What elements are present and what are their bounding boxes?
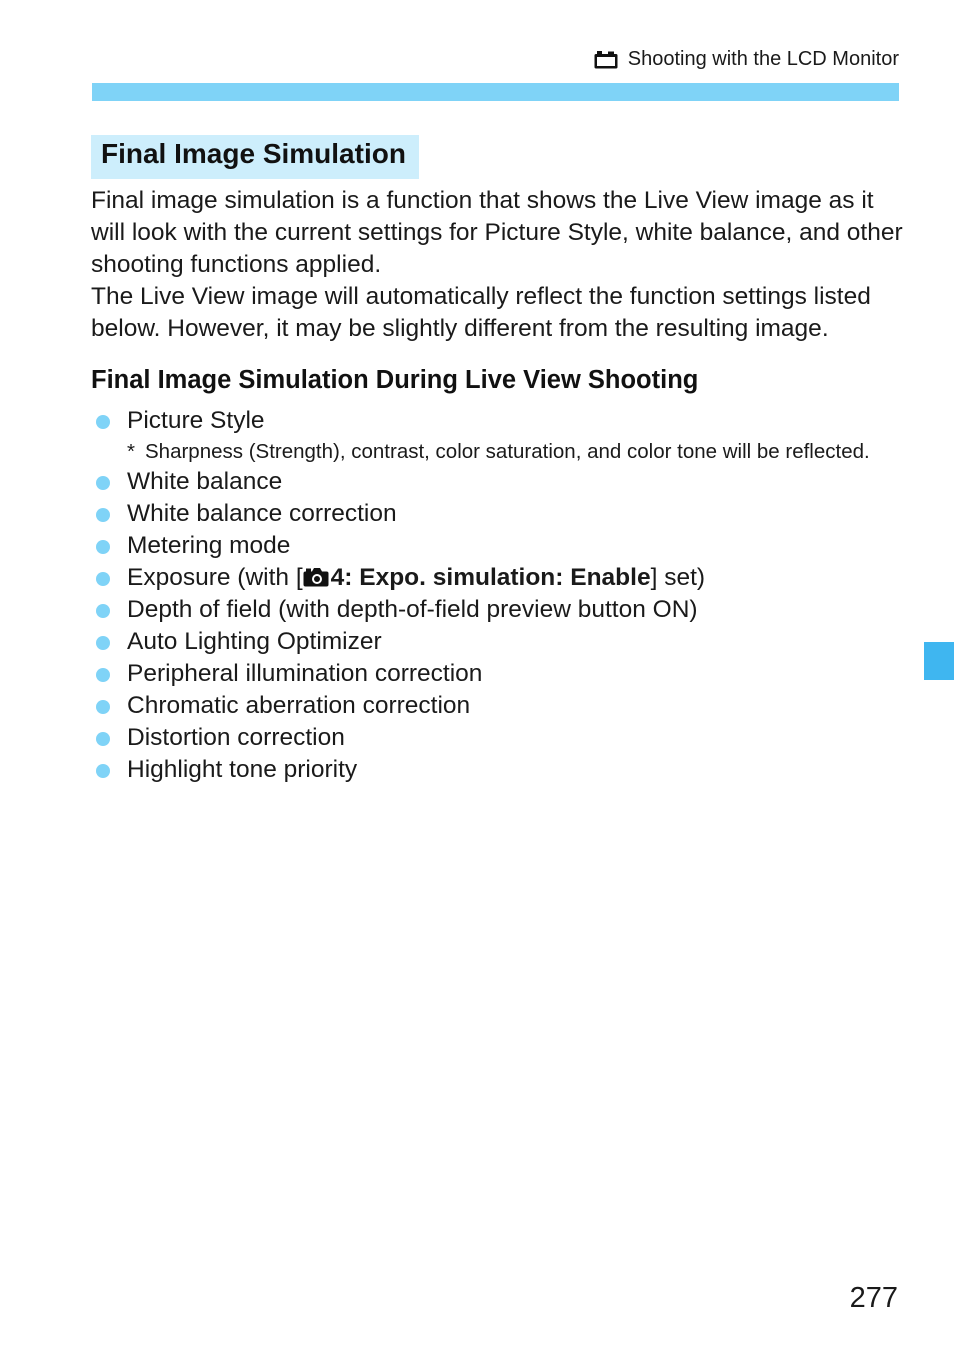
list-item	[91, 498, 911, 530]
bullet-icon	[96, 668, 110, 682]
bullet-icon	[96, 700, 110, 714]
intro-paragraph: Final image simulation is a function that shows the Live View image as it will look with the current settings for Picture Style, white balance, and other shooting functions applied.	[91, 187, 903, 278]
bullet-icon	[96, 415, 110, 429]
bullet-icon	[96, 508, 110, 522]
intro-text	[91, 185, 906, 345]
list-item-label: Peripheral illumination correction	[127, 660, 483, 687]
bullet-icon	[96, 572, 110, 586]
footnote-text: Sharpness (Strength), contrast, color saturation, and color tone will be reflected.	[145, 440, 870, 463]
list-item-label: Depth of field (with depth-of-field preview button ON)	[127, 596, 698, 623]
header-title: Shooting with the LCD Monitor	[627, 48, 899, 70]
list-item-label: White balance	[127, 468, 283, 495]
menu-setting: 4: Expo. simulation: Enable	[330, 564, 651, 591]
accent-bar	[92, 83, 899, 101]
bullet-icon	[96, 604, 110, 618]
subsection-title: Final Image Simulation During Live View Shooting	[91, 366, 699, 394]
list-item	[91, 722, 911, 754]
list-item	[91, 405, 911, 437]
exposure-prefix: Exposure (with [	[127, 564, 303, 591]
footnote-marker: *	[127, 440, 135, 463]
bullet-icon	[96, 636, 110, 650]
list-item-label: White balance correction	[127, 500, 397, 527]
bullet-icon	[96, 540, 110, 554]
list-item-label: Auto Lighting Optimizer	[127, 628, 382, 655]
list-item-label: Distortion correction	[127, 724, 345, 751]
list-item	[91, 626, 911, 658]
running-header	[594, 48, 899, 71]
bullet-icon	[96, 764, 110, 778]
list-item	[91, 690, 911, 722]
list-item	[91, 594, 911, 626]
camera-icon	[303, 567, 329, 587]
list-item-exposure	[91, 562, 911, 594]
list-item	[91, 530, 911, 562]
bullet-icon	[96, 476, 110, 490]
page-number: 277	[849, 1282, 898, 1314]
footnote	[91, 437, 911, 466]
list-item-label: Metering mode	[127, 532, 291, 559]
list-item-label: Highlight tone priority	[127, 756, 358, 783]
bullet-icon	[96, 732, 110, 746]
exposure-suffix: ] set)	[650, 564, 706, 591]
list-item-label: Picture Style	[127, 407, 265, 434]
list-item	[91, 466, 911, 498]
list-item-label: Chromatic aberration correction	[127, 692, 471, 719]
camera-icon	[594, 50, 618, 69]
list-item	[91, 754, 911, 786]
section-title: Final Image Simulation	[91, 135, 419, 179]
list-item	[91, 658, 911, 690]
reflected-settings-list	[91, 405, 911, 786]
chapter-tab	[924, 642, 954, 680]
intro-paragraph: The Live View image will automatically reflect the function settings listed below. However, it may be slightly different from the resulting image.	[91, 283, 871, 342]
